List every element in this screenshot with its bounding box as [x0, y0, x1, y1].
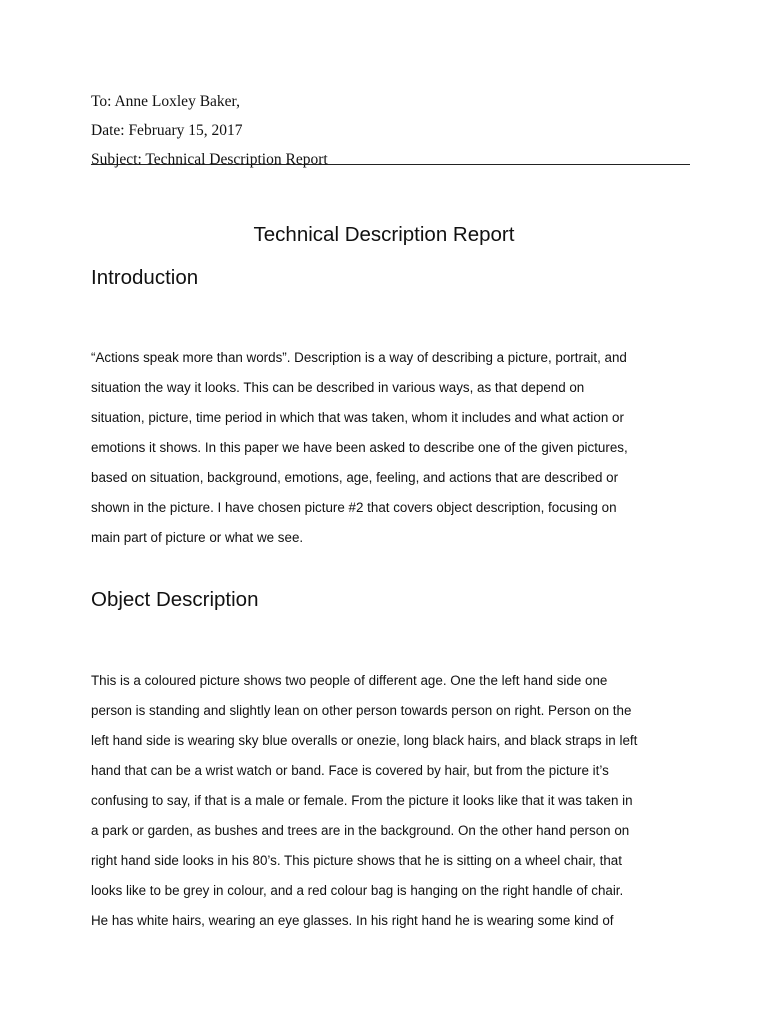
memo-divider — [91, 164, 690, 165]
section-heading-introduction: Introduction — [91, 266, 199, 289]
memo-date: Date: February 15, 2017 — [91, 122, 243, 139]
object-description-paragraph — [91, 666, 637, 936]
paragraph-line: right hand side looks in his 80’s. This picture shows that he is sitting on a wheel chair, that — [91, 853, 622, 868]
paragraph-line: situation the way it looks. This can be described in various ways, as that depend on — [91, 380, 585, 395]
paragraph-line: person is standing and slightly lean on other person towards person on right. Person on the — [91, 703, 632, 718]
paragraph-line: emotions it shows. In this paper we have been asked to describe one of the given pictures, — [91, 440, 628, 455]
section-heading-object-description: Object Description — [91, 588, 259, 611]
memo-header — [91, 92, 691, 170]
paragraph-line: situation, picture, time period in which that was taken, whom it includes and what action or — [91, 410, 624, 425]
paragraph-line: left hand side is wearing sky blue overalls or onezie, long black hairs, and black straps in left — [91, 733, 638, 748]
memo-to: To: Anne Loxley Baker, — [91, 93, 240, 110]
paragraph-line: confusing to say, if that is a male or female. From the picture it looks like that it was taken in — [91, 793, 633, 808]
introduction-paragraph — [91, 343, 628, 553]
paragraph-line: shown in the picture. I have chosen picture #2 that covers object description, focusing on — [91, 500, 617, 515]
paragraph-line: “Actions speak more than words”. Description is a way of describing a picture, portrait, and — [91, 350, 627, 365]
paragraph-line: This is a coloured picture shows two people of different age. One the left hand side one — [91, 673, 608, 688]
paragraph-line: a park or garden, as bushes and trees are in the background. On the other hand person on — [91, 823, 630, 838]
paragraph-line: main part of picture or what we see. — [91, 530, 304, 545]
memo-subject: Subject: Technical Description Report — [91, 151, 328, 168]
paragraph-line: based on situation, background, emotions, age, feeling, and actions that are described or — [91, 470, 619, 485]
paragraph-line: He has white hairs, wearing an eye glasses. In his right hand he is wearing some kind of — [91, 913, 614, 928]
paragraph-line: looks like to be grey in colour, and a red colour bag is hanging on the right handle of chair. — [91, 883, 624, 898]
paragraph-line: hand that can be a wrist watch or band. Face is covered by hair, but from the picture it’s — [91, 763, 609, 778]
document-title: Technical Description Report — [253, 223, 515, 246]
